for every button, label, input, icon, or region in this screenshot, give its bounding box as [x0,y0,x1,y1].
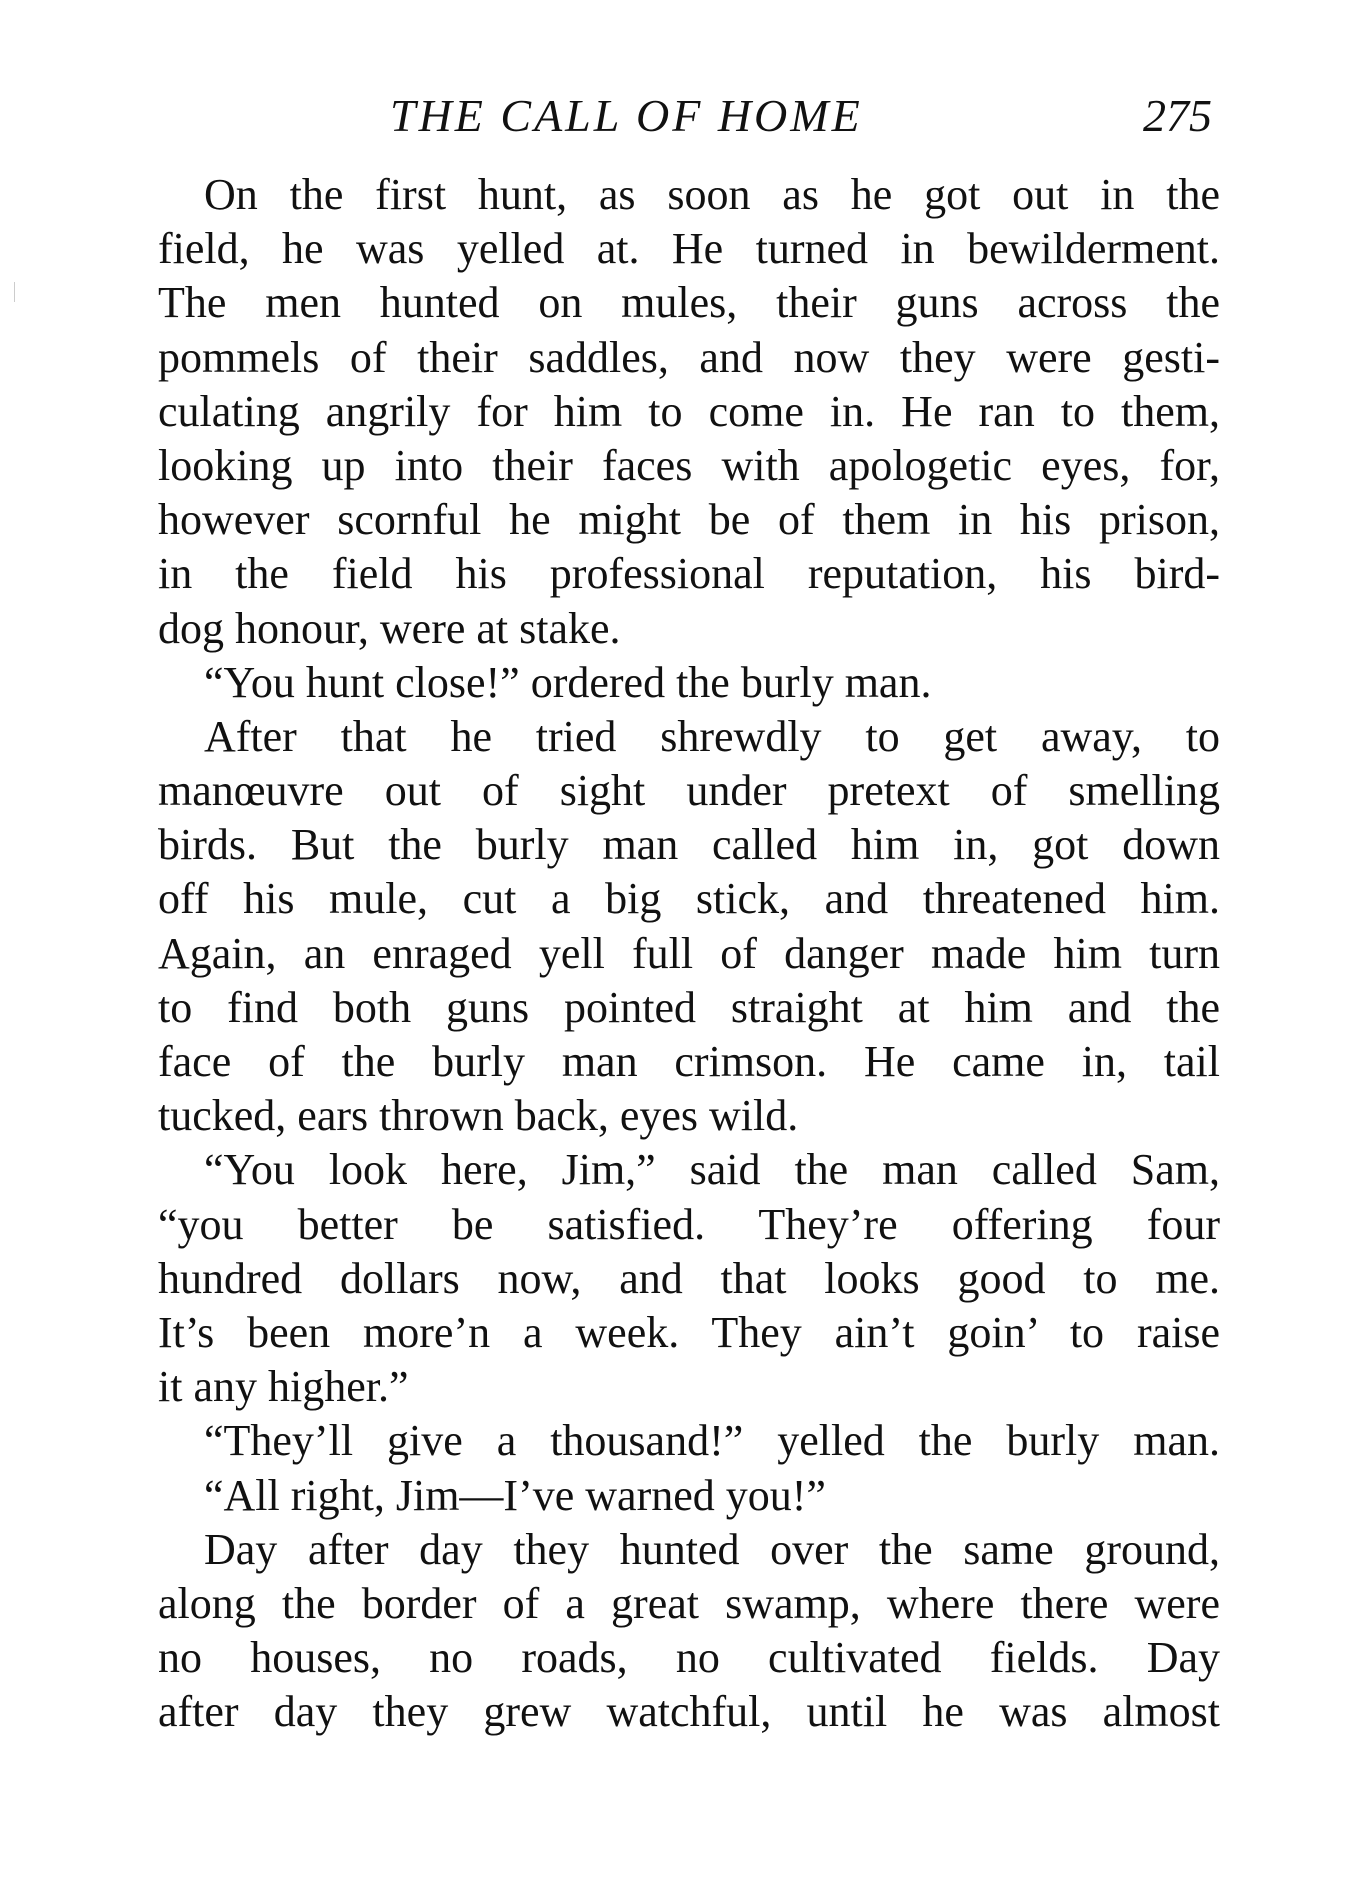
text-line: pommels of their saddles, and now they were gesti- [158,332,1220,382]
text-line: “All right, Jim—I’ve warned you!” [204,1470,826,1520]
text-line: After that he tried shrewdly to get away, to [204,711,1220,761]
text-line: looking up into their faces with apologetic eyes, for, [158,440,1220,490]
text-line: “You look here, Jim,” said the man called Sam, [204,1145,1220,1195]
text-line: it any higher.” [158,1362,409,1412]
text-line: birds. But the burly man called him in, got down [158,820,1220,870]
text-line: off his mule, cut a big stick, and threatened him. [158,874,1220,924]
page-number: 275 [1143,90,1212,141]
text-line: “You hunt close!” ordered the burly man. [204,657,932,707]
text-line: Again, an enraged yell full of danger made him turn [158,928,1220,978]
text-line: “you better be satisfied. They’re offering four [158,1199,1220,1249]
text-line: field, he was yelled at. He turned in bewilderment. [158,224,1220,274]
text-line: hundred dollars now, and that looks good to me. [158,1253,1220,1303]
text-line: It’s been more’n a week. They ain’t goin’ to raise [158,1307,1220,1357]
text-line: “They’ll give a thousand!” yelled the burly man. [204,1416,1220,1466]
text-line: face of the burly man crimson. He came in, tail [158,1037,1220,1086]
text-line: however scornful he might be of them in his prison, [158,495,1220,545]
running-head [160,86,1212,146]
text-line: Day after day they hunted over the same ground, [204,1524,1220,1574]
text-line: to find both guns pointed straight at him and the [158,982,1220,1032]
running-title: THE CALL OF HOME [390,90,863,141]
text-line: no houses, no roads, no cultivated fields. Day [158,1633,1220,1683]
text-line: dog honour, were at stake. [158,603,621,653]
text-line: culating angrily for him to come in. He ran to them, [158,386,1220,436]
text-line: On the first hunt, as soon as he got out in the [204,170,1220,219]
margin-mark [14,282,15,302]
text-line: manœuvre out of sight under pretext of smelling [158,766,1220,816]
body-text [158,168,1220,1739]
text-line: The men hunted on mules, their guns across the [158,278,1220,328]
text-line: in the field his professional reputation, his bird- [158,549,1220,599]
text-line: tucked, ears thrown back, eyes wild. [158,1091,799,1141]
text-line: after day they grew watchful, until he was almost [158,1687,1220,1737]
text-line: along the border of a great swamp, where there were [158,1578,1220,1628]
